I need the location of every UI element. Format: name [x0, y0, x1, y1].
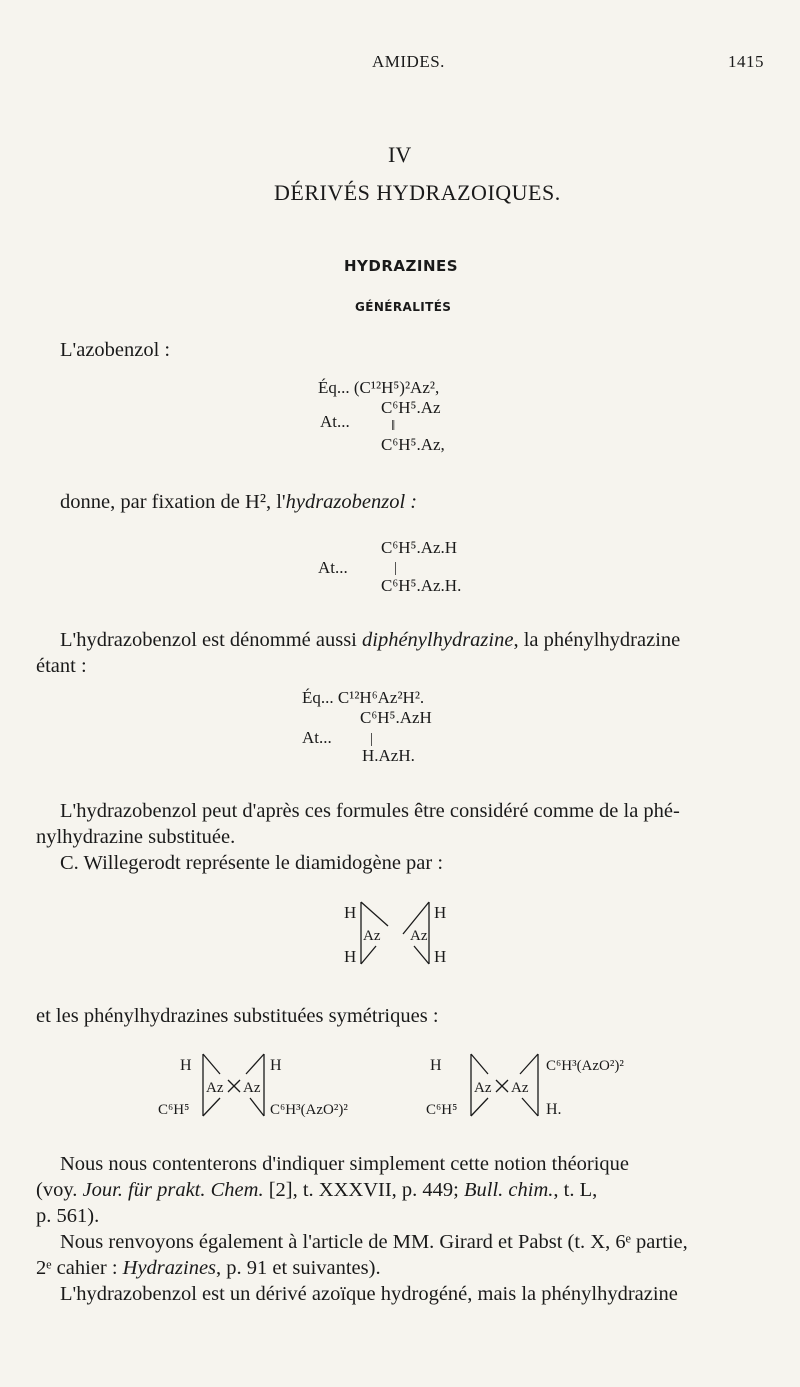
ph-eq-prefix: Éq...: [302, 688, 334, 707]
sym2-bottom-right: H.: [546, 1101, 562, 1118]
sym2-az-right: Az: [511, 1080, 529, 1096]
para5-line2-a: (voy.: [36, 1179, 83, 1201]
para5-bull: Bull. chim.: [464, 1179, 554, 1201]
para3-line1: L'hydrazobenzol peut d'après ces formules être considéré comme de la phé-: [60, 800, 680, 822]
diag-h-top-right: H: [434, 903, 447, 922]
phenylhydrazine-line1: C⁶H⁵.AzH: [360, 708, 432, 727]
para1-italic: hydrazobenzol :: [285, 491, 418, 513]
para5-line5-b: , p. 91 et suivantes).: [216, 1257, 381, 1279]
azobenzol-eq-formula: [318, 378, 439, 398]
para1-text: donne, par fixation de H², l': [60, 491, 286, 513]
section-subheading: GÉNÉRALITÉS: [355, 300, 452, 314]
diag-h-top-left: H: [344, 903, 357, 922]
para2-line1-b: , la phénylhydrazine: [513, 629, 681, 651]
hydrazobenzol-at-prefix: At...: [318, 558, 348, 577]
para5-line2-c: , t. L,: [553, 1179, 598, 1201]
azobenzol-at-line2: C⁶H⁵.Az,: [381, 435, 445, 454]
page-number: 1415: [728, 52, 764, 71]
para5-line5-italic: Hydrazines: [122, 1257, 217, 1279]
phenylhydrazine-line2: H.AzH.: [362, 746, 415, 765]
sym2-top-left: H: [430, 1057, 442, 1074]
azobenzol-double-bond: ‖: [391, 418, 396, 434]
running-title: AMIDES.: [372, 52, 445, 71]
sym1-az-right: Az: [243, 1080, 261, 1096]
para5-journal: Jour. für prakt. Chem.: [82, 1179, 264, 1201]
para5-line4: Nous renvoyons également à l'article de MM. Girard et Pabst (t. X, 6ᵉ partie,: [60, 1231, 688, 1253]
para5-line6: L'hydrazobenzol est un dérivé azoïque hydrogéné, mais la phénylhydrazine: [60, 1283, 678, 1305]
para2-line2: étant :: [36, 655, 87, 677]
para5-line5-a: 2ᵉ cahier :: [36, 1257, 123, 1279]
sym1-top-right: H: [270, 1057, 282, 1074]
phenylhydrazine-at-prefix: At...: [302, 728, 332, 747]
diag-az-left: Az: [363, 928, 381, 944]
sym2-top-right: C⁶H³(AzO²)²: [546, 1058, 624, 1074]
azobenzol-at-line1: C⁶H⁵.Az: [381, 398, 441, 417]
hydrazobenzol-line2: C⁶H⁵.Az.H.: [381, 576, 462, 595]
symmetric-structure-1: [158, 1050, 383, 1120]
section-heading: HYDRAZINES: [344, 257, 459, 275]
ph-eq-value: C¹²H⁶Az²H².: [337, 688, 425, 707]
sym1-top-left: H: [180, 1057, 192, 1074]
paragraph-diphenylhydrazine: [60, 626, 770, 654]
azobenzol-at-prefix: At...: [320, 412, 350, 431]
para5-line2: [36, 1176, 597, 1204]
diag-h-bottom-right: H: [434, 947, 447, 966]
sym2-az-left: Az: [474, 1080, 492, 1096]
para5-line3: p. 561).: [36, 1205, 100, 1227]
chapter-number: IV: [388, 142, 412, 167]
eq-prefix: Éq...: [318, 378, 350, 397]
diag-az-right: Az: [410, 928, 428, 944]
para2-line1-a: L'hydrazobenzol est dénommé aussi: [60, 629, 362, 651]
diamidogene-diagram: [330, 898, 470, 968]
sym1-bottom-right: C⁶H³(AzO²)²: [270, 1102, 348, 1118]
hydrazobenzol-bond: |: [394, 560, 398, 576]
para2-line1-italic: diphénylhydrazine: [362, 629, 514, 651]
sym1-bottom-left: C⁶H⁵: [158, 1102, 190, 1118]
diag-h-bottom-left: H: [344, 947, 357, 966]
paragraph-hydrazobenzol-intro: [60, 488, 417, 516]
para5-line1: Nous nous contenterons d'indiquer simplement cette notion théorique: [60, 1153, 630, 1175]
phenylhydrazine-eq-formula: [302, 688, 424, 708]
para5-line2-b: [2], t. XXXVII, p. 449;: [263, 1179, 464, 1201]
eq-value: (C¹²H⁵)²Az²,: [353, 378, 440, 397]
para3-line2: nylhydrazine substituée.: [36, 826, 236, 848]
para3-line3: C. Willegerodt représente le diamidogène par :: [60, 852, 444, 874]
sym2-bottom-left: C⁶H⁵: [426, 1102, 458, 1118]
symmetric-structure-2: [426, 1050, 666, 1120]
sym1-az-left: Az: [206, 1080, 224, 1096]
hydrazobenzol-line1: C⁶H⁵.Az.H: [381, 538, 458, 557]
para4: et les phénylhydrazines substituées symétriques :: [36, 1005, 439, 1027]
para5-line5: [36, 1254, 381, 1282]
phenylhydrazine-bond: |: [370, 731, 374, 747]
chapter-title: DÉRIVÉS HYDRAZOIQUES.: [274, 180, 561, 205]
azobenzol-label: L'azobenzol :: [60, 339, 171, 361]
